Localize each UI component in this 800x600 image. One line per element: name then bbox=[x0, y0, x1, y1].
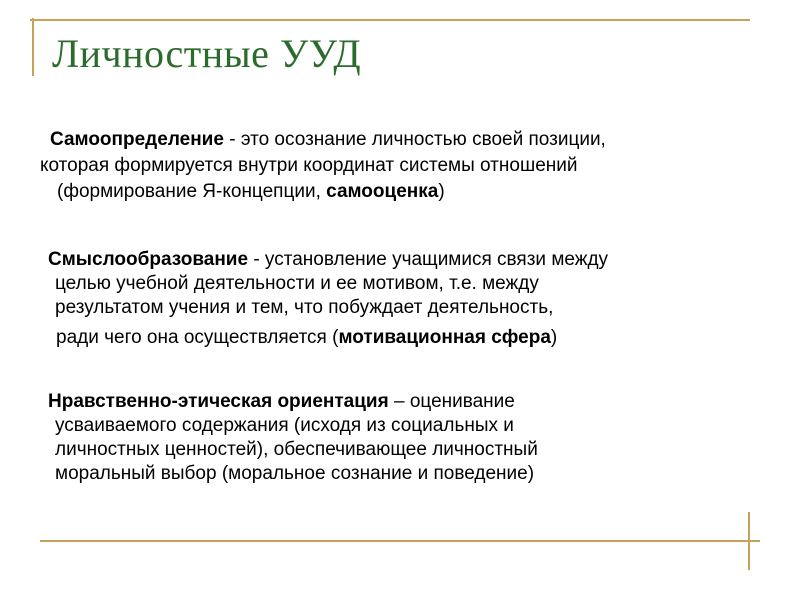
p3-line3: личностных ценностей), обеспечивающее личностный bbox=[55, 439, 538, 460]
p2-line4-text: ради чего она осуществляется ( bbox=[56, 327, 339, 348]
bottom-right-decorative-rule bbox=[748, 512, 750, 570]
p2-line4-bold: мотивационная сфера bbox=[338, 327, 551, 348]
p3-term: Нравственно-этическая ориентация bbox=[48, 391, 389, 412]
p2-line3: результатом учения и тем, что побуждает деятельность, bbox=[55, 297, 554, 318]
p1-line3 bbox=[57, 180, 606, 206]
p2-term: Смыслообразование bbox=[48, 249, 249, 270]
p3-line4: моральный выбор (моральное сознание и поведение) bbox=[55, 463, 535, 484]
p2-line4-close: ) bbox=[550, 327, 558, 348]
p1-line2: которая формируется внутри координат системы отношений bbox=[40, 155, 578, 176]
top-decorative-rule bbox=[30, 19, 750, 21]
p3-line1-text: – оценивание bbox=[388, 391, 515, 412]
p1-line1 bbox=[50, 128, 606, 154]
p3-line1 bbox=[48, 390, 538, 414]
slide-title: Личностные УУД bbox=[52, 31, 362, 76]
p1-line1-text: - это осознание личностью своей позиции, bbox=[223, 129, 606, 150]
p2-line4 bbox=[56, 320, 608, 356]
top-left-decorative-rule bbox=[32, 18, 34, 76]
p1-line3-text: (формирование Я-концепции, bbox=[57, 181, 327, 202]
bottom-decorative-rule bbox=[40, 540, 760, 542]
p2-line1-text: - установление учащимися связи между bbox=[248, 249, 609, 270]
p1-line3-close: ) bbox=[438, 181, 445, 202]
paragraph-moral-ethical-orientation bbox=[48, 390, 538, 486]
p2-line1 bbox=[48, 248, 608, 272]
paragraph-meaning-formation bbox=[48, 248, 608, 356]
p1-line3-bold: самооценка bbox=[326, 181, 439, 202]
p1-term: Самоопределение bbox=[50, 129, 224, 150]
p3-line2: усваиваемого содержания (исходя из социальных и bbox=[55, 415, 514, 436]
paragraph-self-determination bbox=[40, 128, 606, 206]
p2-line2: целью учебной деятельности и ее мотивом, т.е. между bbox=[55, 273, 539, 294]
